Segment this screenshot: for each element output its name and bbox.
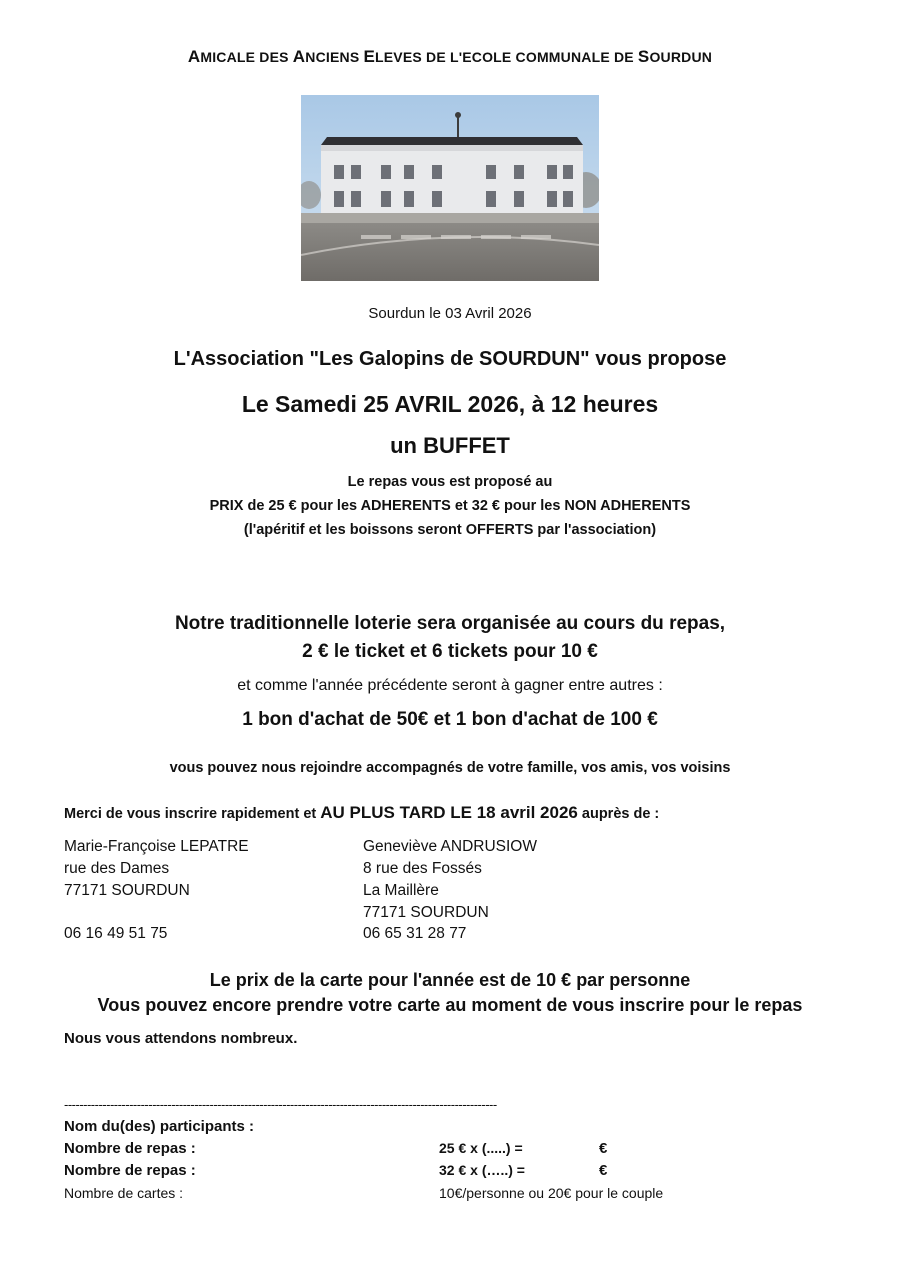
form-formula-adherent: 25 € x (.....) = (439, 1140, 523, 1156)
page-header (0, 47, 900, 67)
cut-line-separator: ----------------------------------------------------------------------------------------------------------------- (64, 1097, 497, 1112)
invite-line: vous pouvez nous rejoindre accompagnés de votre famille, vos amis, vos voisins (169, 760, 731, 776)
header-initial-a2: A (292, 47, 306, 66)
date-line: Sourdun le 03 Avril 2026 (368, 305, 532, 322)
event-type: un BUFFET (390, 433, 510, 458)
header-initial-s: S (637, 47, 650, 66)
contact-2-locality: La Maillère (363, 882, 439, 899)
association-line: L'Association "Les Galopins de SOURDUN" vous propose (173, 348, 727, 370)
contact-1-name: Marie-Françoise LEPATRE (64, 838, 249, 855)
contact-2-street: 8 rue des Fossés (363, 860, 482, 877)
price-line: PRIX de 25 € pour les ADHERENTS et 32 € pour les NON ADHERENTS (209, 498, 691, 514)
contact-1 (64, 836, 249, 902)
header-word-ourdun: OURDUN (649, 49, 713, 65)
registration-deadline: AU PLUS TARD LE 18 avril 2026 (320, 803, 578, 822)
form-formula-non-adherent: 32 € x (…..) = (439, 1162, 525, 1178)
lottery-prizes: 1 bon d'achat de 50€ et 1 bon d'achat de 100 € (242, 709, 658, 730)
registration-line (64, 803, 659, 823)
form-meals-label-1: Nombre de repas : (64, 1140, 196, 1157)
form-cards-label: Nombre de cartes : (64, 1185, 184, 1201)
card-price-line: Le prix de la carte pour l'année est de 10 € par personne (209, 970, 691, 990)
contact-2-city: 77171 SOURDUN (363, 904, 489, 921)
form-euro-2: € (599, 1162, 608, 1179)
event-date: Le Samedi 25 AVRIL 2026, à 12 heures (241, 391, 659, 417)
registration-part-3: auprès de : (577, 806, 660, 822)
lottery-line-1: Notre traditionnelle loterie sera organisée au cours du repas, (174, 613, 726, 634)
repas-intro: Le repas vous est proposé au (347, 474, 553, 490)
contact-2-phone: 06 65 31 28 77 (363, 925, 467, 942)
closing-line: Nous vous attendons nombreux. (64, 1030, 298, 1047)
header-word-amicale: MICALE DES (200, 49, 293, 65)
contact-2 (363, 836, 537, 924)
form-euro-1: € (599, 1140, 608, 1157)
registration-part-1: Merci de vous inscrire rapidement et (64, 806, 321, 822)
card-info-line: Vous pouvez encore prendre votre carte au moment de vous inscrire pour le repas (97, 995, 803, 1015)
header-initial-a: A (187, 47, 201, 66)
lottery-line-3: et comme l'année précédente seront à gagner entre autres : (237, 677, 663, 694)
aperitif-line: (l'apéritif et les boissons seront OFFERTS par l'association) (243, 522, 657, 538)
form-formula-cards: 10€/personne ou 20€ pour le couple (439, 1185, 664, 1201)
contact-1-city: 77171 SOURDUN (64, 882, 190, 899)
header-word-eleves: LEVES DE L'ECOLE COMMUNALE DE (375, 49, 638, 65)
contact-1-street: rue des Dames (64, 860, 170, 877)
contact-1-phone: 06 16 49 51 75 (64, 925, 168, 942)
form-meals-label-2: Nombre de repas : (64, 1162, 196, 1179)
lottery-line-2: 2 € le ticket et 6 tickets pour 10 € (302, 641, 598, 662)
form-participants-label: Nom du(des) participants : (64, 1118, 255, 1135)
header-initial-e: E (363, 47, 376, 66)
contact-2-name: Geneviève ANDRUSIOW (363, 838, 537, 855)
school-photo (301, 95, 599, 281)
header-word-anciens: NCIENS (305, 49, 364, 65)
